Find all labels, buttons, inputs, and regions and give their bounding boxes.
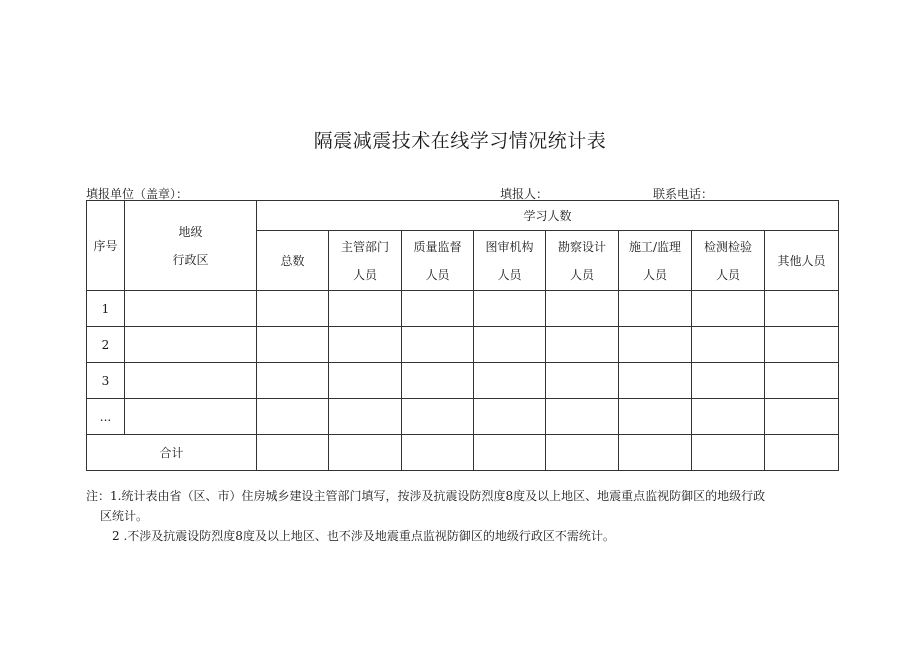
cell[interactable] [329, 363, 402, 399]
filler-label: 填报人： [500, 187, 549, 201]
page-title: 隔震减震技术在线学习情况统计表 [313, 130, 607, 152]
cell[interactable] [474, 363, 546, 399]
cell[interactable] [546, 291, 619, 327]
header-sub-col [546, 231, 619, 291]
cell[interactable] [329, 399, 402, 435]
cell[interactable] [257, 399, 329, 435]
header-sub-col [692, 231, 765, 291]
cell[interactable] [125, 363, 257, 399]
cell[interactable] [765, 363, 839, 399]
header-sub-col [474, 231, 546, 291]
cell[interactable] [765, 435, 839, 471]
header-sub-line1: 勘察设计 [557, 239, 606, 254]
cell[interactable] [692, 327, 765, 363]
cell[interactable] [474, 399, 546, 435]
table-row [87, 363, 839, 399]
header-total: 总数 [257, 231, 329, 291]
table-row [87, 291, 839, 327]
cell[interactable] [402, 399, 474, 435]
cell[interactable] [329, 327, 402, 363]
footnotes [86, 486, 846, 546]
cell[interactable] [546, 327, 619, 363]
note-2: 2 .不涉及抗震设防烈度8度及以上地区、也不涉及地震重点监视防御区的地级行政区不需统计。 [112, 529, 615, 543]
cell[interactable] [329, 291, 402, 327]
cell[interactable] [619, 435, 692, 471]
row-seq: 3 [87, 363, 125, 399]
unit-label: 填报单位（盖章）： [86, 187, 189, 201]
header-region [125, 201, 257, 291]
header-sub-line1: 图审机构 [485, 239, 534, 254]
header-sub-col [402, 231, 474, 291]
header-sub-line2: 人员 [497, 267, 522, 282]
header-sub-line1: 主管部门 [340, 239, 389, 254]
header-sub-line2: 人员 [352, 267, 377, 282]
cell[interactable] [257, 435, 329, 471]
phone-label: 联系电话： [653, 187, 714, 201]
note-1-line-1: 注：1.统计表由省（区、市）住房城乡建设主管部门填写，按涉及抗震设防烈度8度及以上地区、地震重点监视防御区的地级行政 [86, 489, 766, 503]
cell[interactable] [692, 399, 765, 435]
cell[interactable] [765, 291, 839, 327]
total-row [87, 435, 839, 471]
cell[interactable] [125, 291, 257, 327]
statistics-table [86, 200, 839, 471]
table-row [87, 399, 839, 435]
header-sub-line1: 质量监督 [413, 239, 462, 254]
cell[interactable] [402, 435, 474, 471]
row-seq: 2 [87, 327, 125, 363]
cell[interactable] [692, 291, 765, 327]
cell[interactable] [329, 435, 402, 471]
header-region-line2: 行政区 [172, 252, 209, 267]
cell[interactable] [402, 291, 474, 327]
header-seq: 序号 [87, 201, 125, 291]
header-other: 其他人员 [765, 231, 839, 291]
cell[interactable] [402, 363, 474, 399]
header-region-line1: 地级 [178, 224, 203, 239]
header-sub-line1: 检测检验 [703, 239, 752, 254]
header-sub-line2: 人员 [715, 267, 740, 282]
header-sub-line2: 人员 [569, 267, 594, 282]
header-sub-line2: 人员 [425, 267, 450, 282]
header-sub-line2: 人员 [642, 267, 667, 282]
cell[interactable] [257, 363, 329, 399]
cell[interactable] [257, 327, 329, 363]
cell[interactable] [125, 399, 257, 435]
cell[interactable] [402, 327, 474, 363]
cell[interactable] [546, 435, 619, 471]
cell[interactable] [619, 327, 692, 363]
cell[interactable] [546, 399, 619, 435]
cell[interactable] [474, 327, 546, 363]
cell[interactable] [765, 399, 839, 435]
header-sub-col [619, 231, 692, 291]
note-1-line-2: 区统计。 [100, 509, 149, 523]
row-seq: 1 [87, 291, 125, 327]
cell[interactable] [474, 291, 546, 327]
table-row [87, 327, 839, 363]
cell[interactable] [474, 435, 546, 471]
row-seq: ... [87, 399, 125, 435]
cell[interactable] [692, 435, 765, 471]
header-sub-line1: 施工/监理 [628, 239, 682, 254]
cell[interactable] [619, 363, 692, 399]
header-sub-col [329, 231, 402, 291]
cell[interactable] [546, 363, 619, 399]
total-label: 合计 [87, 435, 257, 471]
cell[interactable] [619, 399, 692, 435]
cell[interactable] [125, 327, 257, 363]
cell[interactable] [765, 327, 839, 363]
cell[interactable] [257, 291, 329, 327]
cell[interactable] [619, 291, 692, 327]
cell[interactable] [692, 363, 765, 399]
header-learners: 学习人数 [257, 201, 839, 231]
